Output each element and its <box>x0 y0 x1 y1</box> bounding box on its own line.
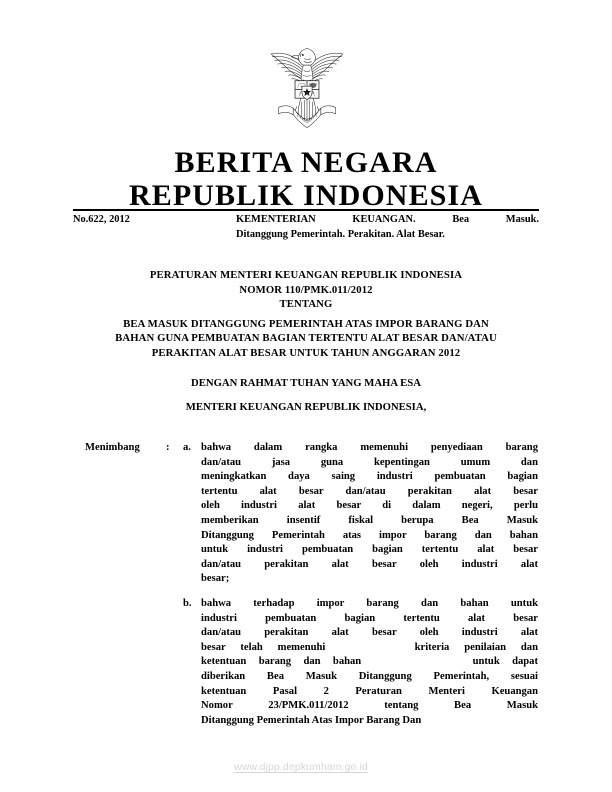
title-body-line-3: PERAKITAN ALAT BESAR UNTUK TAHUN ANGGARAN 2012 <box>151 346 461 359</box>
considerans-a-line-1: bahwa dalam rangka memenuhi penyediaan barang <box>201 442 538 453</box>
title-body-line-1: BEA MASUK DITANGGUNG PEMERINTAH ATAS IMPOR BARANG DAN <box>123 317 489 330</box>
considerans-a-line-8: untuk industri pembuatan bagian tertentu alat besar <box>201 544 538 556</box>
considerans-b-line-4: besar telah memenuhi kriteria penilaian dan <box>201 641 538 653</box>
opening-line-2: MENTERI KEUANGAN REPUBLIK INDONESIA, <box>185 400 427 413</box>
considerans-a-line-10: besar; <box>201 573 230 585</box>
considerans-text-a <box>201 441 538 587</box>
considerans-b-line-6: diberikan Bea Masuk Ditanggung Pemerintah, sesuai <box>201 670 538 682</box>
considerans-a-line-4: tertentu alat besar dan/atau perakitan alat besar <box>201 485 538 497</box>
gazette-number: No.622, 2012 <box>73 214 130 225</box>
considerans-a-line-2: dan/atau jasa guna kepentingan umum dan <box>201 456 538 468</box>
considerans-marker-b: b. <box>183 597 192 609</box>
considerans-items <box>183 441 538 728</box>
considerans-row <box>85 441 538 728</box>
considerans-b-line-3: dan/atau perakitan alat besar oleh industri alat <box>201 627 538 639</box>
considerans-item-b <box>183 597 538 728</box>
considerans-a-line-7: Ditanggung Pemerintah atas impor barang dan bahan <box>201 529 538 541</box>
opening-line-1: DENGAN RAHMAT TUHAN YANG MAHA ESA <box>191 377 421 389</box>
considerans-b-line-7: ketentuan Pasal 2 Peraturan Menteri Keuangan <box>201 685 538 697</box>
garuda-pancasila-emblem <box>261 38 353 140</box>
considerans-item-a <box>183 441 538 587</box>
considerans-a-line-5: oleh industri alat besar di dalam negeri, perlu <box>201 500 538 512</box>
opening-block <box>73 376 539 414</box>
masthead-line-2: REPUBLIK INDONESIA <box>128 179 484 212</box>
considerans-b-line-1: bahwa terhadap impor barang dan bahan untuk <box>201 597 538 609</box>
considerans-a-line-3: meningkatkan daya saing industri pembuatan bagian <box>201 471 538 483</box>
footer-url-text[interactable]: www.djpp.depkumham.go.id <box>234 761 368 773</box>
considerans-text-b <box>201 597 538 728</box>
considerans-a-line-6: memberikan insentif fiskal berupa Bea Masuk <box>201 514 538 526</box>
considerans-b-line-8: Nomor 23/PMK.011/2012 tentang Bea Masuk <box>201 700 538 712</box>
title-number: NOMOR 110/PMK.011/2012 <box>239 283 373 296</box>
masthead <box>73 146 539 212</box>
header-subject-keywords <box>236 213 539 242</box>
considerans-section <box>85 441 538 728</box>
title-body-line-2: BAHAN GUNA PEMBUATAN BAGIAN TERTENTU ALAT BESAR DAN/ATAU <box>115 332 497 345</box>
considerans-b-line-2: industri pembuatan bagian tertentu alat besar <box>201 612 538 624</box>
considerans-a-line-9: dan/atau perakitan alat besar oleh industri alat <box>201 558 538 570</box>
masthead-line-1: BERITA NEGARA <box>174 146 438 179</box>
opening-spacer <box>73 391 539 400</box>
considerans-b-line-9: Ditanggung Pemerintah Atas Impor Barang Dan <box>201 714 422 726</box>
considerans-label: Menimbang <box>85 442 140 453</box>
footer-watermark-url[interactable] <box>0 757 612 775</box>
header-subject-line-1: KEMENTERIAN KEUANGAN. Bea Masuk. <box>236 214 539 225</box>
title-line-1: PERATURAN MENTERI KEUANGAN REPUBLIK INDONESIA <box>149 269 463 281</box>
considerans-colon: : <box>166 442 170 453</box>
header-divider-rule <box>73 209 539 211</box>
header-subject-line-2: Ditanggung Pemerintah. Perakitan. Alat Besar. <box>236 228 445 240</box>
considerans-b-line-5: ketentuan barang dan bahan untuk dapat <box>201 656 538 668</box>
title-tentang: TENTANG <box>279 298 333 311</box>
regulation-title-block <box>73 268 539 361</box>
considerans-marker-a: a. <box>183 442 191 453</box>
